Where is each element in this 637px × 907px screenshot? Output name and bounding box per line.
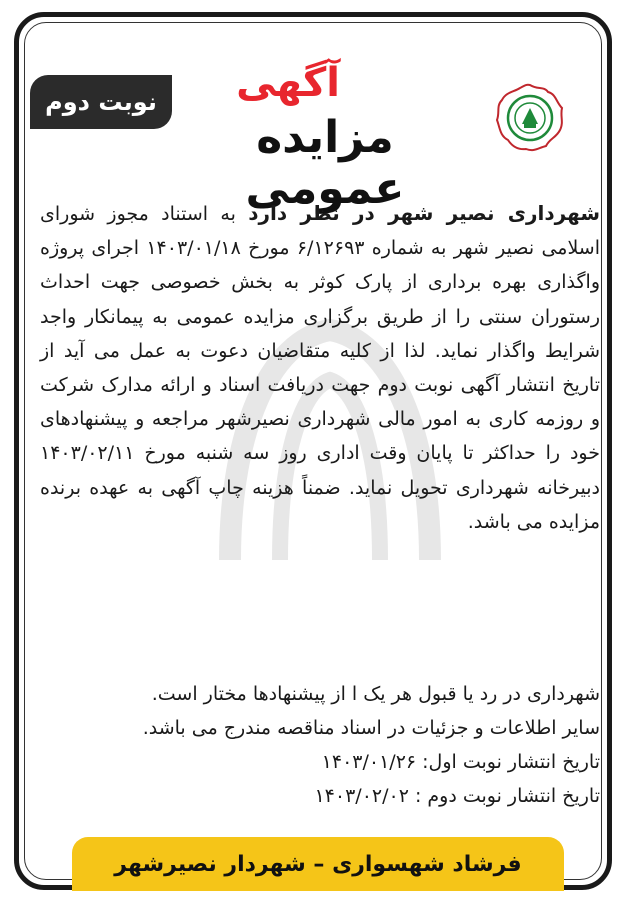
- notice-label: آگهی: [236, 60, 340, 106]
- note-line: شهرداری در رد یا قبول هر یک ا از پیشنهادها مختار است.: [151, 683, 600, 705]
- announcement-lead: شهرداری نصیر شهر در نظر دارد: [248, 201, 600, 225]
- second-publication-date: تاریخ انتشار نوبت دوم : ۱۴۰۳/۰۲/۰۲: [314, 785, 600, 807]
- announcement-text: به استناد مجوز شورای اسلامی نصیر شهر به شماره ۶/۱۲۶۹۳ مورخ ۱۴۰۳/۰۱/۱۸ اجرای پروژه واگذاری بهره برداری از پارک کوثر به بخش خصوصی جهت احداث رستوران سنتی را از طریق برگزاری مزایده عمومی به پیمانکار واجد شرایط واگذار نماید. لذا از کلیه متقاضیان دعوت به عمل می آید از تاریخ انتشار آگهی نوبت دوم جهت دریافت اسناد و ارائه مدارک شرکت و روزمه کاری به امور مالی شهرداری نصیرشهر مراجعه و پیشنهادهای خود را حداکثر تا پایان وقت اداری روز سه شنبه مورخ ۱۴۰۳/۰۲/۱۱ دبیرخانه شهرداری تحویل نماید. ضمناً هزینه چاپ آگهی به عهده برنده مزایده می باشد.: [40, 203, 600, 533]
- signature-bar: فرشاد شهسواری – شهردار نصیرشهر: [72, 837, 564, 891]
- municipality-logo: [494, 82, 566, 154]
- announcement-notes: [40, 677, 600, 813]
- note-line: سایر اطلاعات و جزئیات در اسناد مناقصه مندرج می باشد.: [142, 717, 600, 739]
- page-title: مزایده عمومی: [245, 112, 405, 214]
- first-publication-date: تاریخ انتشار نوبت اول: ۱۴۰۳/۰۱/۲۶: [321, 751, 600, 773]
- second-round-badge: نوبت دوم: [30, 75, 172, 129]
- announcement-body: [40, 196, 600, 539]
